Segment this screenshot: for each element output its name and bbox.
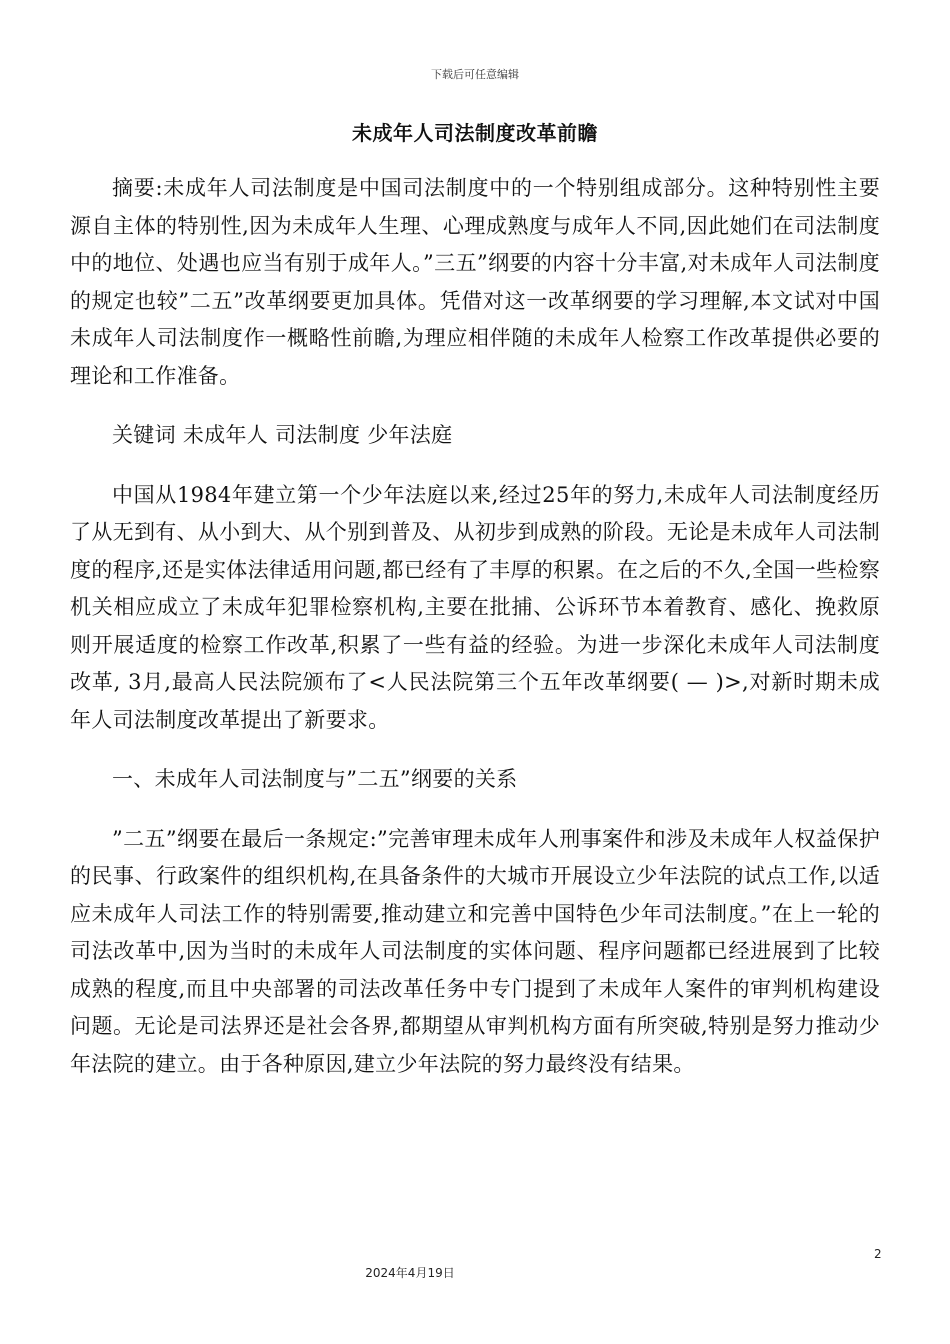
page-number: 2 [874, 1247, 882, 1261]
section-heading: 一、未成年人司法制度与”二五”纲要的关系 [112, 767, 518, 791]
footer-date: 2024年4月19日 [365, 1266, 455, 1280]
document-body [70, 170, 880, 1105]
header-note: 下载后可任意编辑 [431, 68, 519, 81]
document-title: 未成年人司法制度改革前瞻 [352, 121, 598, 145]
abstract-paragraph: 摘要:未成年人司法制度是中国司法制度中的一个特别组成部分。这种特别性主要源自主体的特别性,因为未成年人生理、心理成熟度与成年人不同,因此她们在司法制度中的地位、处遇也应当有别于成年人。”三五”纲要的内容十分丰富,对未成年人司法制度的规定也较”二五”改革纲要更加具体。凭借对这一改革纲要的学习理解,本文试对中国未成年人司法制度作一概略性前瞻,为理应相伴随的未成年人检察工作改革提供必要的理论和工作准备。 [70, 176, 880, 388]
intro-paragraph: 中国从1984年建立第一个少年法庭以来,经过25年的努力,未成年人司法制度经历了从无到有、从小到大、从个别到普及、从初步到成熟的阶段。无论是未成年人司法制度的程序,还是实体法律适用问题,都已经有了丰厚的积累。在之后的不久,全国一些检察机关相应成立了未成年犯罪检察机构,主要在批捕、公诉环节本着教育、感化、挽救原则开展适度的检察工作改革,积累了一些有益的经验。为进一步深化未成年人司法制度改革, 3月,最高人民法院颁布了<人民法院第三个五年改革纲要( — )>,对新时期未成年人司法制度改革提出了新要求。 [70, 482, 880, 732]
section-paragraph: ”二五”纲要在最后一条规定:”完善审理未成年人刑事案件和涉及未成年人权益保护的民事、行政案件的组织机构,在具备条件的大城市开展设立少年法院的试点工作,以适应未成年人司法工作的特别需要,推动建立和完善中国特色少年司法制度。”在上一轮的司法改革中,因为当时的未成年人司法制度的实体问题、程序问题都已经进展到了比较成熟的程度,而且中央部署的司法改革任务中专门提到了未成年人案件的审判机构建设问题。无论是司法界还是社会各界,都期望从审判机构方面有所突破,特别是努力推动少年法院的建立。由于各种原因,建立少年法院的努力最终没有结果。 [70, 826, 880, 1076]
keywords-paragraph: 关键词 未成年人 司法制度 少年法庭 [112, 423, 453, 447]
